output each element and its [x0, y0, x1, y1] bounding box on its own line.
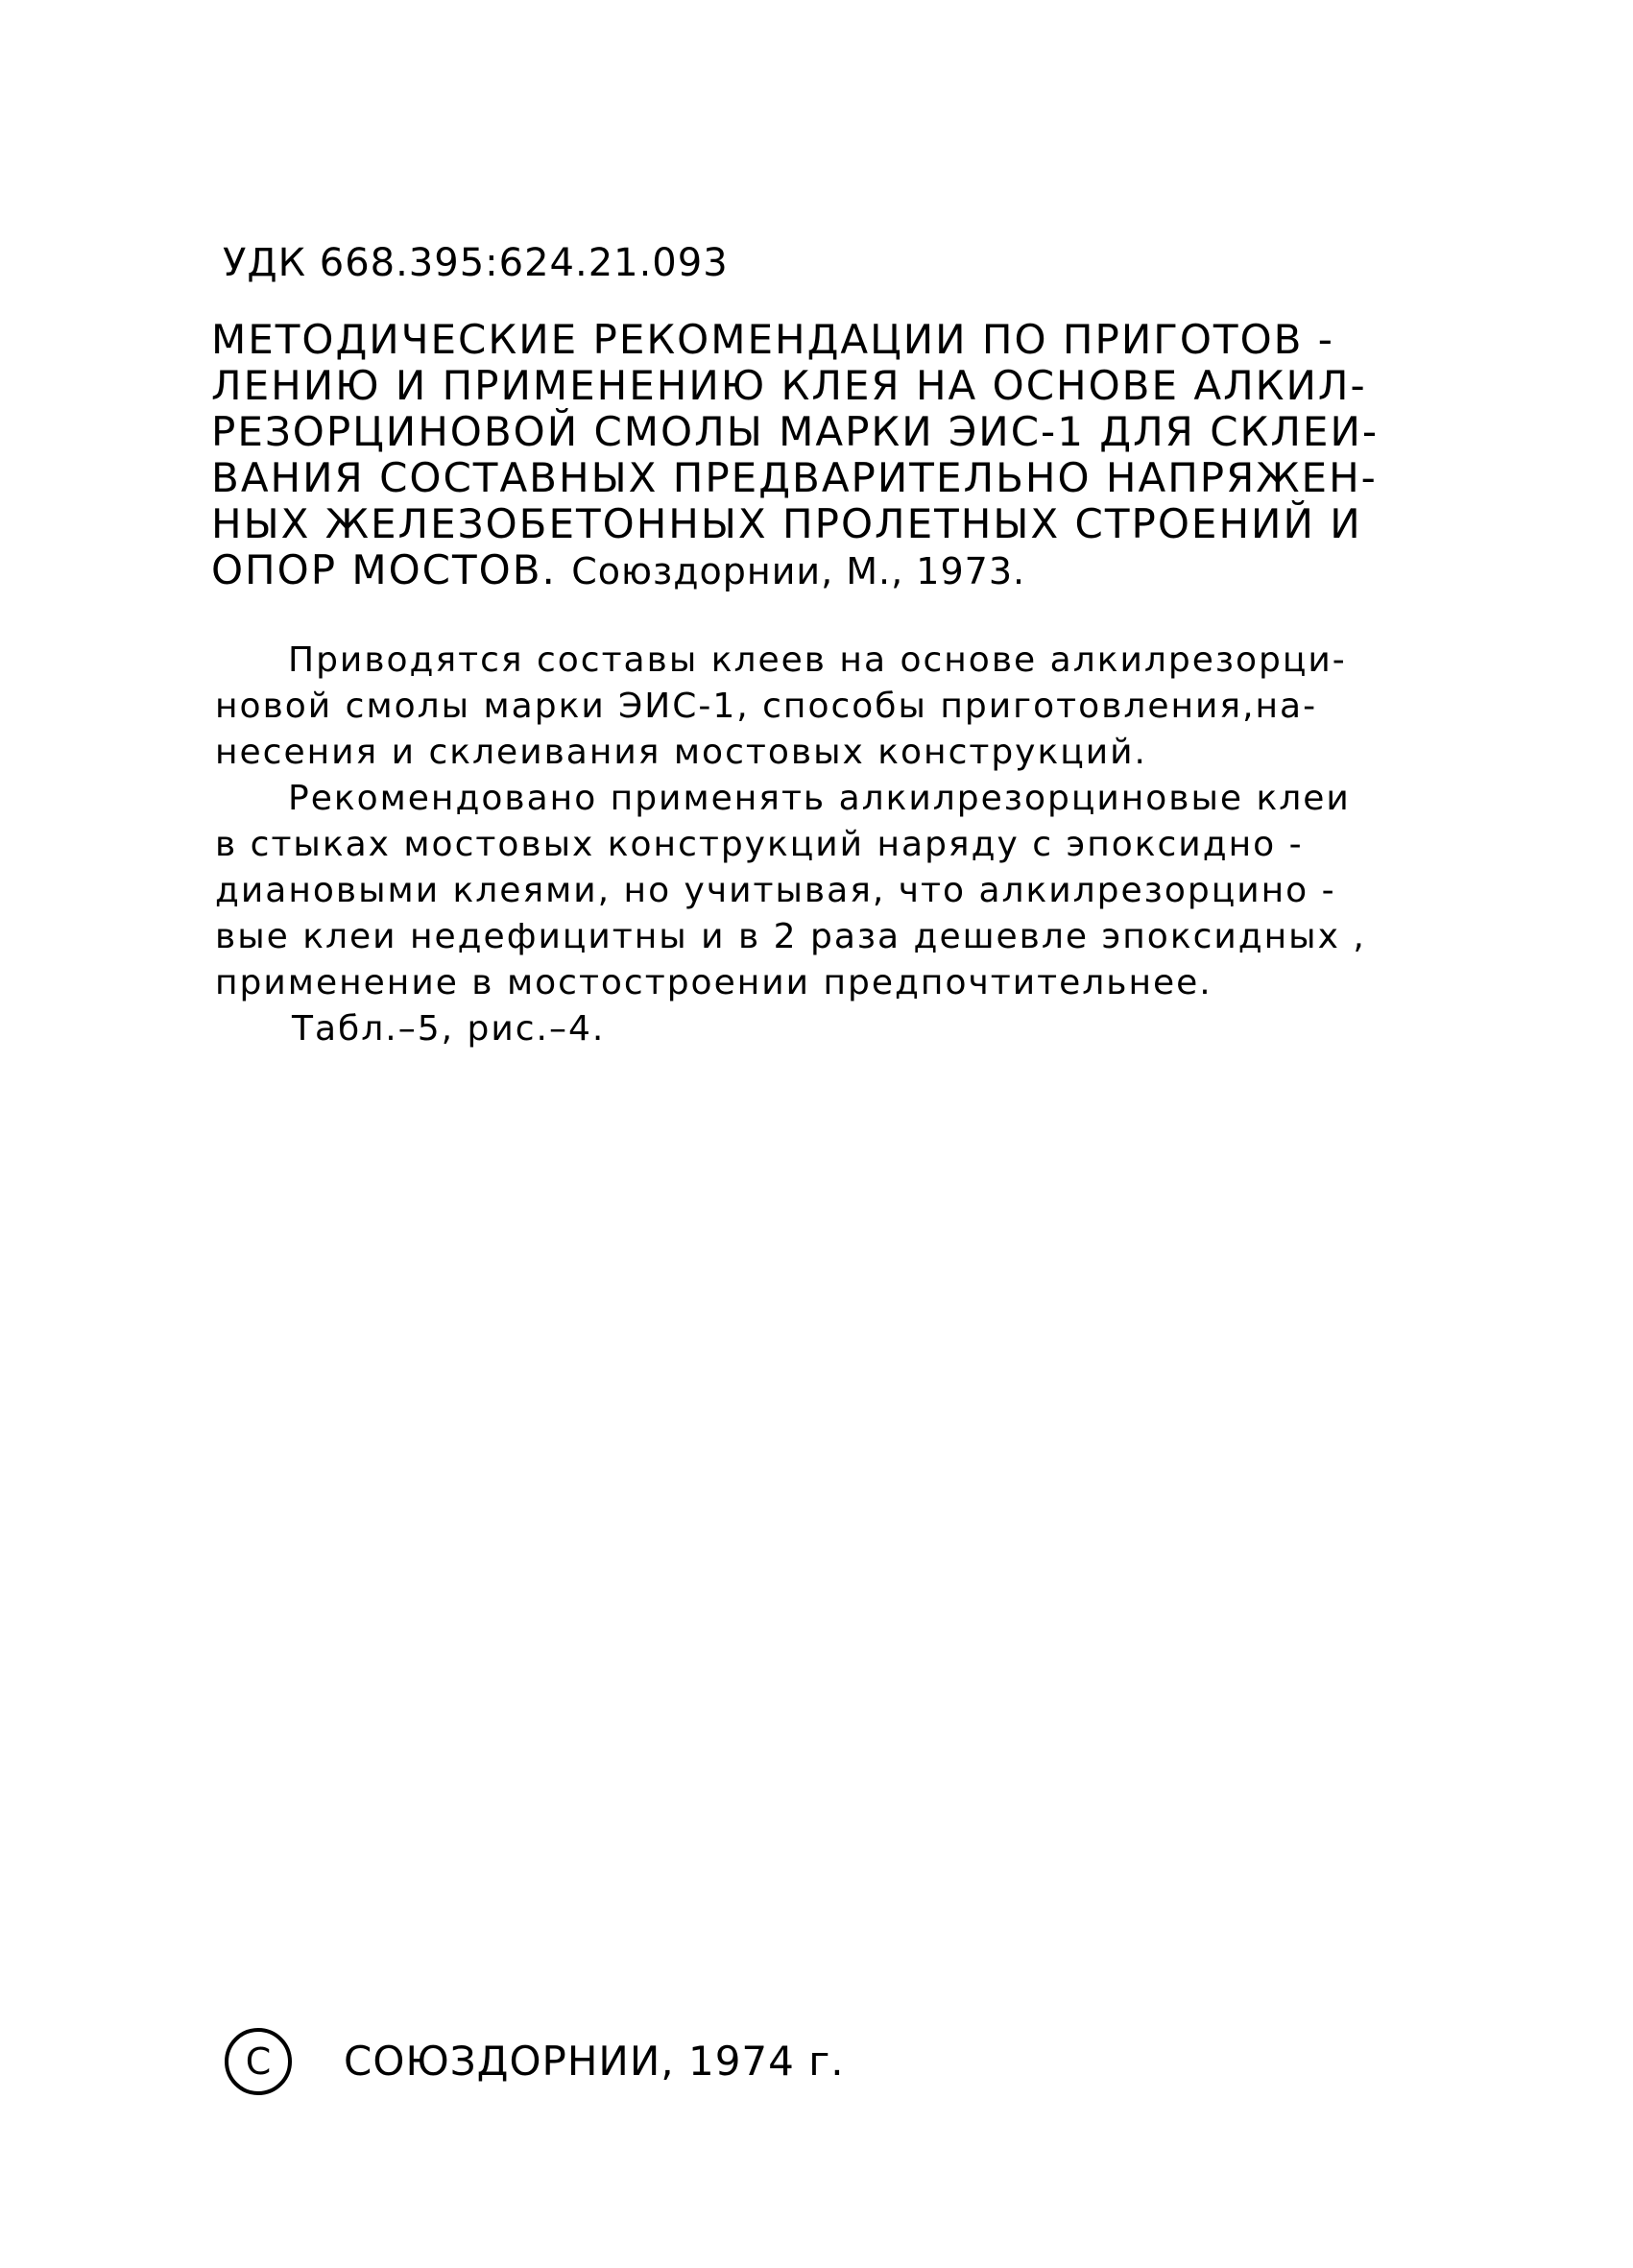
abstract-p2-line: вые клеи недефицитны и в 2 раза дешевле эпоксидных ,: [215, 917, 1366, 956]
abstract-p1-line: новой смолы марки ЭИС-1, способы приготовления,на-: [215, 687, 1318, 726]
publisher-imprint: Союздорнии, М., 1973.: [571, 550, 1026, 592]
title-line: МЕТОДИЧЕСКИЕ РЕКОМЕНДАЦИИ ПО ПРИГОТОВ -: [211, 316, 1334, 363]
copyright-symbol-letter: C: [245, 2040, 272, 2083]
tables-figures-count: Табл.–5, рис.–4.: [292, 1009, 606, 1049]
udc-code: УДК 668.395:624.21.093: [223, 241, 729, 285]
abstract-p2-line: применение в мостостроении предпочтительнее.: [215, 963, 1213, 1002]
abstract-p2-line: диановыми клеями, но учитывая, что алкилрезорцино -: [215, 871, 1336, 910]
copyright-icon: [223, 2026, 294, 2097]
title-line: НЫХ ЖЕЛЕЗОБЕТОННЫХ ПРОЛЕТНЫХ СТРОЕНИЙ И: [211, 500, 1362, 547]
title-last-line: [211, 547, 1450, 594]
abstract-p1-line: несения и склеивания мостовых конструкций.: [215, 733, 1147, 772]
copyright-line: [223, 2026, 845, 2097]
abstract-p1-line: Приводятся составы клеев на основе алкилрезорци-: [288, 640, 1347, 680]
bibliographic-title: [211, 317, 1450, 594]
title-line: ЛЕНИЮ И ПРИМЕНЕНИЮ КЛЕЯ НА ОСНОВЕ АЛКИЛ-: [211, 362, 1367, 409]
title-line: ВАНИЯ СОСТАВНЫХ ПРЕДВАРИТЕЛЬНО НАПРЯЖЕН-: [211, 454, 1378, 501]
copyright-text: СОЮЗДОРНИИ, 1974 г.: [344, 2038, 845, 2085]
abstract: [215, 638, 1425, 1052]
title-last-text: ОПОР МОСТОВ.: [211, 546, 557, 593]
abstract-p2-line: Рекомендовано применять алкилрезорциновые клеи: [288, 779, 1351, 818]
title-line: РЕЗОРЦИНОВОЙ СМОЛЫ МАРКИ ЭИС-1 ДЛЯ СКЛЕИ-: [211, 408, 1380, 455]
abstract-p2-line: в стыках мостовых конструкций наряду с эпоксидно -: [215, 825, 1304, 864]
